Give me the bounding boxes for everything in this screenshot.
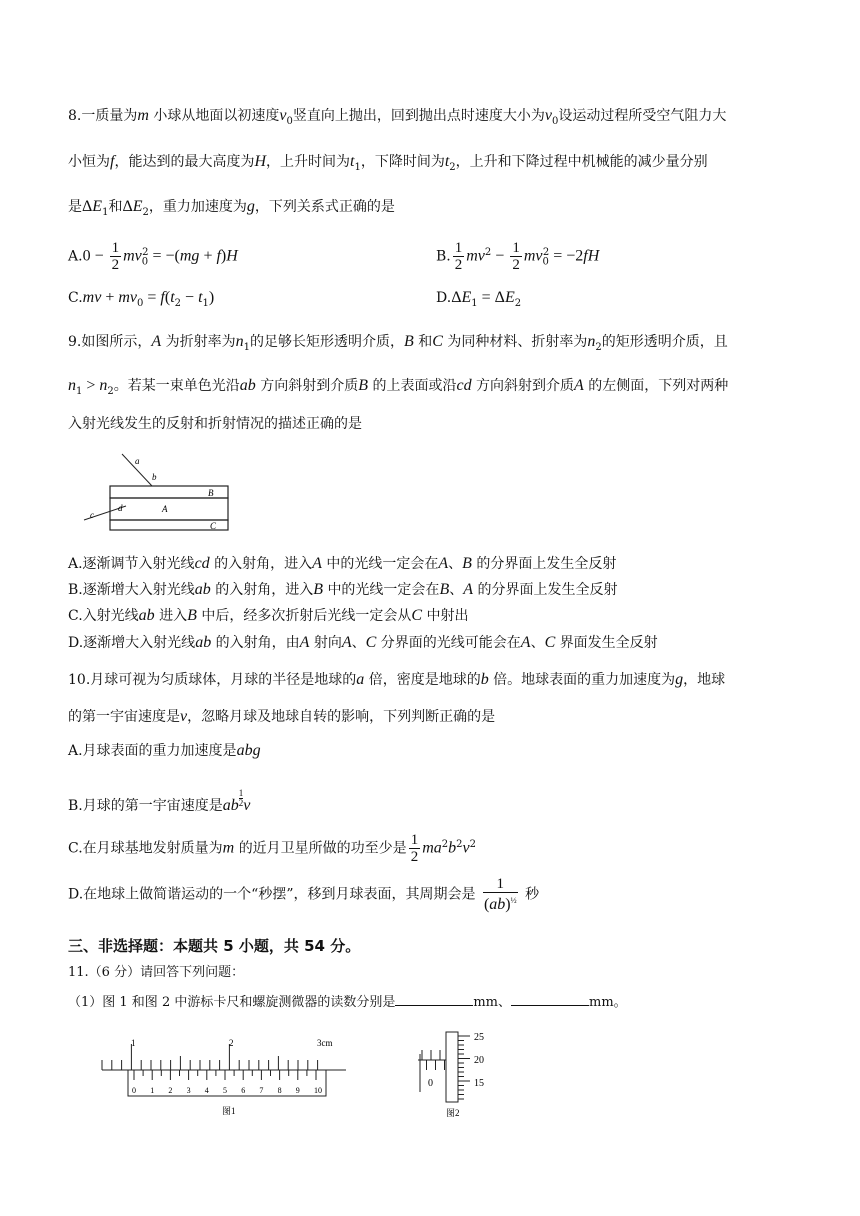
main-scale-label: 3cm [317, 1038, 333, 1048]
q11-part1: （1）图 1 和图 2 中游标卡尺和螺旋测微器的读数分别是 mm、 mm。 [68, 991, 627, 1013]
label-B: B [208, 488, 214, 498]
q8-line3: 是$\Delta E_1$和$\Delta E_2$，重力加速度为g，下列关系式正确的是 [68, 198, 395, 218]
q9-figure [80, 448, 240, 534]
vernier-label: 3 [186, 1086, 191, 1095]
q9-option-d: D.逐渐增大入射光线ab 的入射角，由A 射向A、C 分界面的光线可能会在A、C 界面发生全反射 [68, 634, 658, 651]
figure2-caption: 图2 [446, 1108, 460, 1118]
q9-option-c: C.入射光线ab 进入B 中后，经多次折射后光线一定会从C 中射出 [68, 607, 469, 624]
q8-line1: 8.一质量为m 小球从地面以初速度$v_0$竖直向上抛出，回到抛出点时速度大小为$v_0$设运动过程所受空气阻力大 [68, 107, 727, 127]
section3-heading: 三、非选择题：本题共 5 小题，共 54 分。 [68, 937, 361, 955]
vernier-label: 9 [295, 1086, 300, 1095]
q11-title: 11.（6 分）请回答下列问题： [68, 965, 245, 980]
medium-a [110, 498, 228, 520]
q9-option-a: A.逐渐调节入射光线cd 的入射角，进入A 中的光线一定会在A、B 的分界面上发生全反射 [68, 555, 617, 572]
q10-option-c: C.在月球基地发射质量为m 的近月卫星所做的功至少是 $\frac{1}{2}$ $ma^2b^2v^2$ [68, 832, 476, 865]
label-C: C [210, 521, 217, 531]
vernier-label: 1 [150, 1086, 155, 1095]
q8-option-c: $C.mv + mv_0 = f(t_2 - t_1)$ [68, 289, 215, 309]
vernier-label: 2 [168, 1086, 173, 1095]
vernier-label: 10 [314, 1086, 322, 1095]
vernier-label: 6 [241, 1086, 246, 1095]
vernier-label: 7 [259, 1086, 264, 1095]
answer-blank-2[interactable] [511, 991, 589, 1006]
q10-option-a: A.月球表面的重力加速度是abg [68, 742, 261, 759]
label-c: c [90, 510, 94, 520]
q9-line1: 9.如图所示，A 为折射率为$n_1$的足够长矩形透明介质，B 和C 为同种材料、折射率为$n_2$的矩形透明介质，且 [68, 333, 728, 353]
thimble-label: 20 [474, 1055, 484, 1066]
q10-line1: 10.月球可视为匀质球体，月球的半径是地球的a 倍，密度是地球的b 倍。地球表面的重力加速度为g，地球 [68, 671, 726, 688]
vernier-label: 4 [204, 1086, 209, 1095]
q8-option-a: A.0 − $\frac{1}{2}$ $mv_0^2 = -(mg + f)H$ [68, 240, 238, 273]
fig2-zero-label: 0 [428, 1078, 433, 1089]
answer-blank-1[interactable] [395, 991, 473, 1006]
q10-option-d: D.在地球上做简谐运动的一个“秒摆”，移到月球表面，其周期会是 $\frac{1}{(ab)^{\frac{1}{2}}}$ 秒 [68, 876, 540, 913]
thimble [446, 1032, 458, 1102]
label-d: d [118, 503, 123, 513]
q10-line2: 的第一宇宙速度是v，忽略月球及地球自转的影响，下列判断正确的是 [68, 708, 496, 725]
q8-option-d: $D.\Delta E_1 = \Delta E_2$ [436, 289, 522, 309]
q8-option-b: B. $\frac{1}{2}$ $mv^2$ − $\frac{1}{2}$ $mv_0^2 = -2fH$ [436, 240, 600, 273]
q10-option-b: B.月球的第一宇宙速度是ab $\frac{1}{2}$ v [68, 788, 251, 814]
thimble-label: 15 [474, 1078, 484, 1089]
figure2-micrometer [410, 1026, 520, 1122]
label-b: b [152, 472, 157, 482]
label-a: a [135, 456, 140, 466]
thimble-label: 25 [474, 1032, 484, 1043]
label-A: A [162, 504, 168, 514]
vernier-label: 5 [223, 1086, 227, 1095]
main-scale-label: 2 [229, 1038, 234, 1048]
figure1-caption: 图1 [222, 1106, 236, 1116]
main-scale-label: 1 [131, 1038, 136, 1048]
q9-line3: 入射光线发生的反射和折射情况的描述正确的是 [68, 416, 362, 432]
q9-line2: $n_1 > n_2$。若某一束单色光沿ab 方向斜射到介质B 的上表面或沿cd 方向斜射到介质A 的左侧面，下列对两种 [68, 377, 729, 397]
figure1-vernier-caliper [98, 1036, 350, 1120]
q9-option-b: B.逐渐增大入射光线ab 的入射角，进入B 中的光线一定会在B、A 的分界面上发生全反射 [68, 581, 618, 598]
vernier-label: 0 [132, 1086, 136, 1095]
vernier-label: 8 [277, 1086, 282, 1095]
q8-line2: 小恒为f，能达到的最大高度为H，上升时间为$t_1$，下降时间为$t_2$，上升和下降过程中机械能的减少量分别 [68, 153, 708, 173]
